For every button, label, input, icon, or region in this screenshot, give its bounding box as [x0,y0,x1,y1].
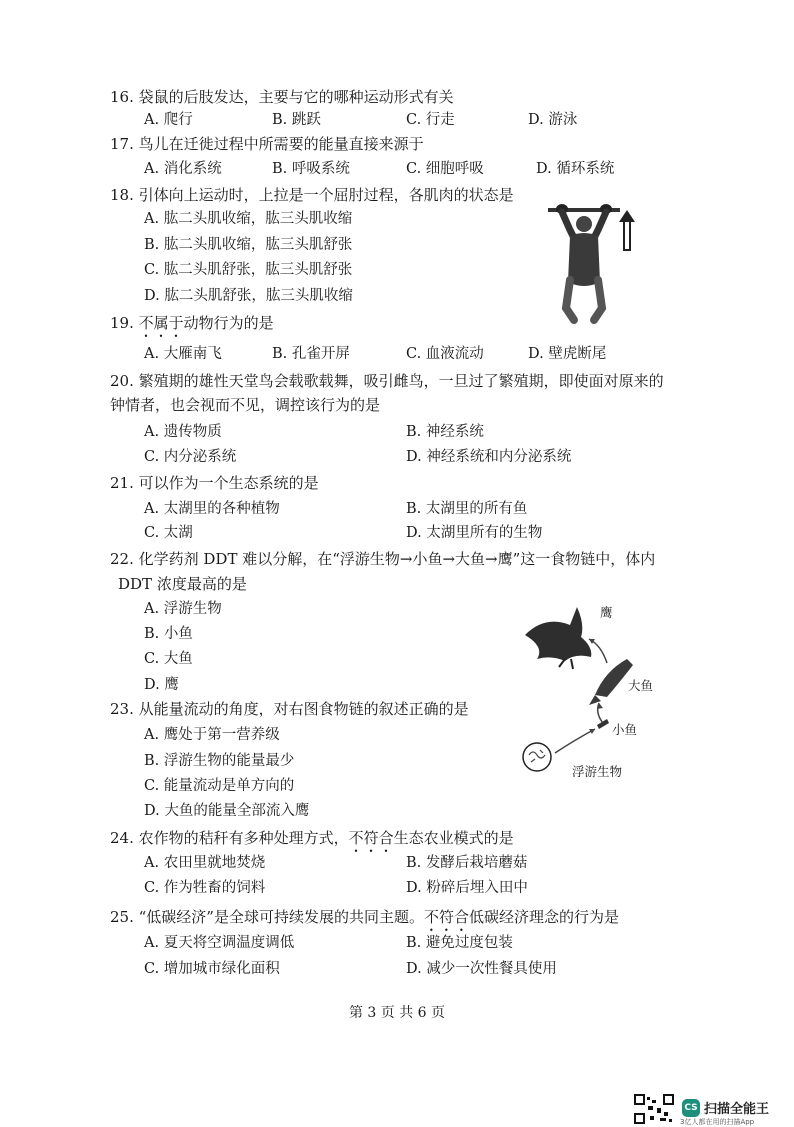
question-22-option-c: C. 大鱼 [144,651,193,667]
question-17-stem: 17. 鸟儿在迁徙过程中所需要的能量直接来源于 [110,135,424,153]
question-20-stem-continued: 钟情者，也会视而不见，调控该行为的是 [110,396,381,414]
question-24-stem: 24. 农作物的秸秆有多种处理方式，不符合生态农业模式的是 [110,829,514,847]
question-23-option-a: A. 鹰处于第一营养级 [144,727,280,743]
question-17-option-d: D. 循环系统 [536,161,615,177]
question-21-stem: 21. 可以作为一个生态系统的是 [110,474,319,492]
question-18-option-c: C. 肱二头肌舒张，肱三头肌舒张 [144,262,353,278]
question-25-option-c: C. 增加城市绿化面积 [144,961,280,977]
question-19-emphasis: 不属于 [138,314,184,332]
scanner-brand-tagline: 3亿人都在用的扫描App [680,1118,755,1126]
question-25-option-d: D. 减少一次性餐具使用 [406,961,557,977]
question-16-option-c: C. 行走 [406,112,455,128]
question-24-option-b: B. 发酵后栽培蘑菇 [406,855,528,871]
question-17-option-a: A. 消化系统 [144,161,222,177]
question-19-option-c: C. 血液流动 [406,346,484,362]
question-24-option-c: C. 作为牲畜的饲料 [144,880,266,896]
question-17-option-c: C. 细胞呼吸 [406,161,484,177]
figure-label-big-fish: 大鱼 [628,678,654,693]
question-20-option-c: C. 内分泌系统 [144,449,237,465]
question-18-option-d: D. 肱二头肌舒张，肱三头肌收缩 [144,288,353,304]
question-16-option-d: D. 游泳 [528,112,578,128]
question-22-stem-continued: DDT 浓度最高的是 [118,575,247,593]
question-17-option-b: B. 呼吸系统 [272,161,350,177]
question-16-option-a: A. 爬行 [144,112,193,128]
pull-up-figure [540,190,650,330]
question-19-option-b: B. 孔雀开屏 [272,346,350,362]
question-18-option-b: B. 肱二头肌收缩，肱三头肌舒张 [144,237,353,253]
question-23-option-d: D. 大鱼的能量全部流入鹰 [144,803,310,819]
question-19-stem: 19. 不属于动物行为的是 [110,314,274,332]
question-22-option-b: B. 小鱼 [144,626,193,642]
question-18-option-a: A. 肱二头肌收缩，肱三头肌收缩 [144,211,353,227]
question-21-option-b: B. 太湖里的所有鱼 [406,501,528,517]
page-number: 第 3 页 共 6 页 [348,1005,446,1021]
question-19-option-d: D. 壁虎断尾 [528,346,607,362]
question-25-option-b: B. 避免过度包装 [406,935,513,951]
question-22-stem: 22. 化学药剂 DDT 难以分解，在“浮游生物→小鱼→大鱼→鹰”这一食物链中，体内 [110,550,656,568]
question-22-option-d: D. 鹰 [144,677,179,693]
question-16-option-b: B. 跳跃 [272,112,321,128]
question-22-option-a: A. 浮游生物 [144,601,222,617]
question-19-option-a: A. 大雁南飞 [144,346,222,362]
question-20-option-d: D. 神经系统和内分泌系统 [406,449,572,465]
question-18-stem: 18. 引体向上运动时，上拉是一个屈肘过程，各肌肉的状态是 [110,186,514,204]
question-23-option-b: B. 浮游生物的能量最少 [144,753,295,769]
question-24-option-d: D. 粉碎后埋入田中 [406,880,528,896]
question-25-emphasis: 不符合 [423,908,469,926]
question-25-stem: 25. “低碳经济”是全球可持续发展的共同主题。不符合低碳经济理念的行为是 [110,908,619,926]
figure-label-eagle: 鹰 [600,605,613,620]
figure-label-plankton: 浮游生物 [572,764,623,779]
camscanner-logo-icon: CS [682,1099,700,1117]
question-20-stem: 20. 繁殖期的雄性天堂鸟会载歌载舞，吸引雌鸟，一旦过了繁殖期，即使面对原来的 [110,372,664,390]
question-20-option-a: A. 遗传物质 [144,424,222,440]
question-24-option-a: A. 农田里就地焚烧 [144,855,266,871]
question-23-stem: 23. 从能量流动的角度，对右图食物链的叙述正确的是 [110,700,469,718]
qr-code-icon [634,1094,674,1124]
question-24-emphasis: 不符合 [348,829,394,847]
question-16-stem: 16. 袋鼠的后肢发达，主要与它的哪种运动形式有关 [110,88,454,106]
question-21-option-a: A. 太湖里的各种植物 [144,501,280,517]
question-20-option-b: B. 神经系统 [406,424,484,440]
figure-label-small-fish: 小鱼 [612,722,638,737]
scanner-brand-name: 扫描全能王 [704,1102,770,1117]
food-chain-figure [515,595,695,785]
question-25-option-a: A. 夏天将空调温度调低 [144,935,295,951]
question-21-option-c: C. 太湖 [144,525,193,541]
question-23-option-c: C. 能量流动是单方向的 [144,778,295,794]
question-21-option-d: D. 太湖里所有的生物 [406,525,543,541]
